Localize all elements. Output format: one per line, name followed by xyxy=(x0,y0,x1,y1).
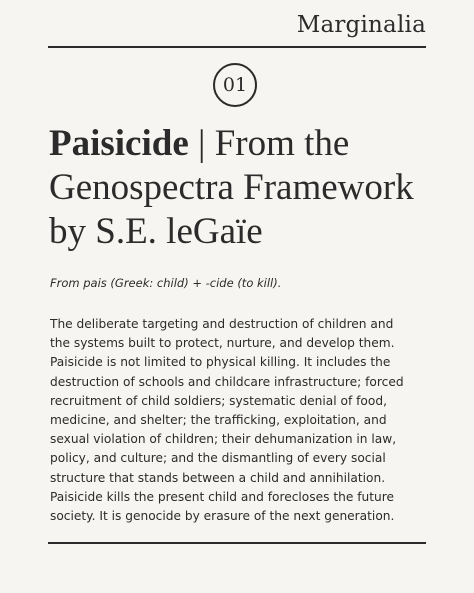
etymology-text: From pais (Greek: child) + -cide (to kill). xyxy=(50,276,282,290)
definition-line: structure that stands between a child and annihilation. xyxy=(50,470,386,485)
definition-text xyxy=(50,315,430,526)
entry-title xyxy=(49,122,449,254)
page-header-title: Marginalia xyxy=(296,12,426,38)
title-separator: | xyxy=(188,123,215,164)
definition-line: Paisicide is not limited to physical killing. It includes the xyxy=(50,355,391,370)
entry-term: Paisicide xyxy=(49,123,189,164)
definition-line: sexual violation of children; their dehumanization in law, xyxy=(50,432,397,447)
definition-line: society. It is genocide by erasure of the next generation. xyxy=(50,509,395,524)
bottom-divider xyxy=(48,542,426,544)
definition-line: The deliberate targeting and destruction of children and xyxy=(50,317,394,331)
top-divider xyxy=(48,46,426,48)
definition-line: recruitment of child soldiers; systematic denial of food, xyxy=(50,393,387,408)
entry-number: 01 xyxy=(222,74,248,96)
title-line-2: Genospectra Framework xyxy=(49,167,414,208)
title-line-3: by S.E. leGaïe xyxy=(49,211,263,252)
definition-line: policy, and culture; and the dismantling of every social xyxy=(50,451,386,466)
definition-line: destruction of schools and childcare infrastructure; forced xyxy=(50,374,404,389)
entry-number-badge xyxy=(213,63,257,107)
title-rest: From the xyxy=(214,123,350,164)
definition-line: the systems built to protect, nurture, and develop them. xyxy=(50,336,395,351)
definition-line: Paisicide kills the present child and forecloses the future xyxy=(50,489,394,504)
definition-line: medicine, and shelter; the trafficking, exploitation, and xyxy=(50,413,387,428)
